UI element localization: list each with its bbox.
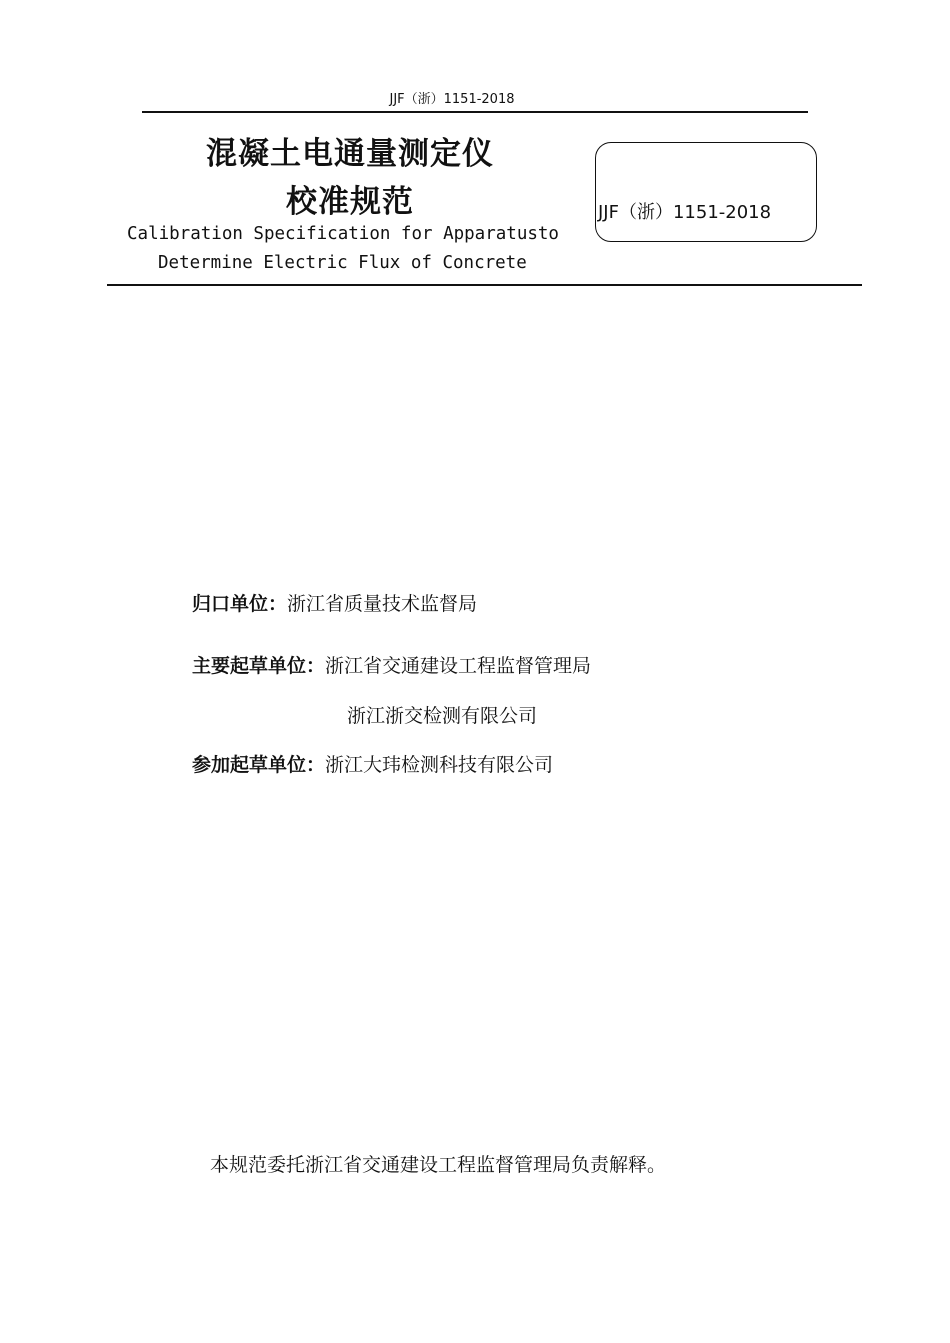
running-header-code: JJF（浙）1151-2018 — [389, 92, 515, 107]
participating-unit-value: 浙江大玮检测科技有限公司 — [325, 754, 554, 776]
centralized-unit-row — [192, 589, 477, 616]
centralized-unit-value: 浙江省质量技术监督局 — [287, 593, 478, 615]
main-drafting-unit-label: 主要起草单位： — [192, 655, 326, 677]
header-rule — [142, 111, 808, 113]
standard-code: JJF（浙）1151-2018 — [598, 202, 772, 223]
participating-unit-label: 参加起草单位： — [192, 754, 326, 776]
document-title-line-1: 混凝土电通量测定仪 — [206, 136, 494, 172]
title-rule — [107, 284, 862, 286]
main-drafting-unit-value-1: 浙江省交通建设工程监督管理局 — [325, 655, 592, 677]
interpretation-note: 本规范委托浙江省交通建设工程监督管理局负责解释。 — [210, 1154, 667, 1176]
english-title-line-2: Determine Electric Flux of Concrete — [158, 253, 527, 273]
document-title-line-2: 校准规范 — [286, 184, 414, 220]
english-title-line-1: Calibration Specification for Apparatusto — [127, 224, 559, 244]
main-drafting-unit-value-2: 浙江浙交检测有限公司 — [347, 705, 538, 727]
centralized-unit-label: 归口单位： — [192, 593, 288, 615]
participating-unit-row — [192, 750, 553, 777]
standard-code-box — [595, 142, 817, 242]
main-drafting-unit-row — [192, 651, 591, 678]
